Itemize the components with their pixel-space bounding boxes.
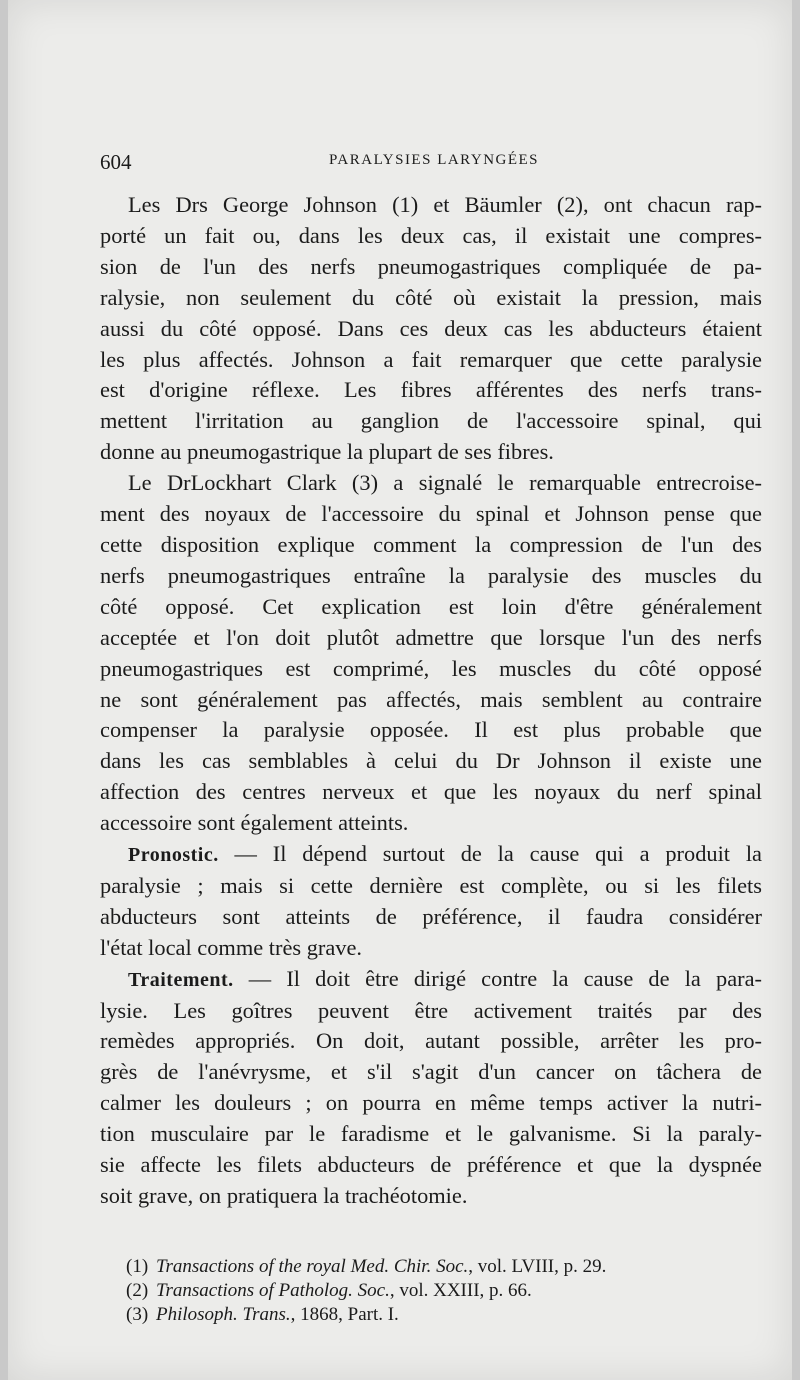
- paragraph: [100, 468, 762, 839]
- running-title: PARALYSIES LARYNGÉES: [328, 152, 540, 168]
- text-line: porté un fait ou, dans les deux cas, il existait une compres-: [100, 222, 762, 248]
- footnote-number: (2): [126, 1280, 149, 1301]
- footnote-title: Philosoph. Trans.: [156, 1304, 291, 1325]
- text-line: cette disposition explique comment la compression de l'un des: [100, 531, 762, 557]
- footnote: [126, 1279, 746, 1303]
- text-line: aussi du côté opposé. Dans ces deux cas les abducteurs étaient: [100, 315, 762, 341]
- footnote-title: Transactions of Patholog. Soc.: [156, 1280, 390, 1301]
- text-line: remèdes appropriés. On doit, autant possible, arrêter les pro-: [100, 1028, 762, 1054]
- text-line: affection des centres nerveux et que les noyaux du nerf spinal: [100, 779, 762, 805]
- text-line: l'état local comme très grave.: [100, 934, 363, 960]
- body-text: [100, 190, 762, 1212]
- text-line: ment des noyaux de l'accessoire du spinal et Johnson pense que: [100, 501, 762, 527]
- text-line: [100, 964, 762, 996]
- text-line: mettent l'irritation au ganglion de l'accessoire spinal, qui: [100, 408, 762, 434]
- paragraph: [100, 190, 762, 468]
- page-number: 604: [100, 150, 132, 174]
- text-line: nerfs pneumogastriques entraîne la paralysie des muscles du: [100, 562, 762, 588]
- text-line: compenser la paralysie opposée. Il est plus probable que: [100, 717, 762, 743]
- text-line: Le DrLockhart Clark (3) a signalé le remarquable entrecroise-: [128, 470, 762, 496]
- footnote-reference: , 1868, Part. I.: [290, 1304, 399, 1325]
- page-header: [100, 150, 768, 174]
- text-line-rest: — Il dépend surtout de la cause qui a produit la: [218, 841, 762, 867]
- text-line: côté opposé. Cet explication est loin d'être généralement: [100, 593, 762, 619]
- text-line: sion de l'un des nerfs pneumogastriques compliquée de pa-: [100, 253, 762, 279]
- text-line: accessoire sont également atteints.: [100, 810, 409, 836]
- footnote: [126, 1303, 746, 1327]
- text-line: acceptée et l'on doit plutôt admettre que lorsque l'un des nerfs: [100, 624, 762, 650]
- text-line: [100, 839, 762, 871]
- footnotes: [126, 1255, 746, 1327]
- text-line: est d'origine réflexe. Les fibres afférentes des nerfs trans-: [100, 377, 762, 403]
- text-line: ne sont généralement pas affectés, mais semblent au contraire: [100, 686, 762, 712]
- text-line: calmer les douleurs ; on pourra en même temps activer la nutri-: [100, 1090, 762, 1116]
- footnote-title: Transactions of the royal Med. Chir. Soc.: [156, 1256, 469, 1277]
- footnote-number: (1): [126, 1256, 149, 1277]
- section-lead: Traitement.: [128, 968, 234, 991]
- footnote-reference: , vol. XXIII, p. 66.: [389, 1280, 532, 1301]
- text-line: sie affecte les filets abducteurs de préférence et que la dyspnée: [100, 1152, 762, 1178]
- book-page: [8, 0, 792, 1380]
- text-line: paralysie ; mais si cette dernière est complète, ou si les filets: [100, 872, 762, 898]
- text-line: Les Drs George Johnson (1) et Bäumler (2), ont chacun rap-: [128, 192, 762, 217]
- text-line: pneumogastriques est comprimé, les muscles du côté opposé: [100, 655, 762, 681]
- footnote: [126, 1255, 746, 1279]
- paragraph: [100, 964, 762, 1212]
- text-line: donne au pneumogastrique la plupart de ses fibres.: [100, 439, 554, 465]
- footnote-number: (3): [126, 1304, 149, 1325]
- text-line: abducteurs sont atteints de préférence, il faudra considérer: [100, 903, 762, 929]
- text-line: grès de l'anévrysme, et s'il s'agit d'un cancer on tâchera de: [100, 1059, 762, 1085]
- text-line: soit grave, on pratiquera la trachéotomie.: [100, 1183, 468, 1208]
- paragraph: [100, 839, 762, 964]
- text-line-rest: — Il doit être dirigé contre la cause de la para-: [233, 965, 762, 991]
- text-line: lysie. Les goîtres peuvent être activement traités par des: [100, 997, 762, 1023]
- text-line: tion musculaire par le faradisme et le galvanisme. Si la paraly-: [100, 1121, 762, 1147]
- text-line: ralysie, non seulement du côté où existait la pression, mais: [100, 284, 762, 310]
- section-lead: Pronostic.: [128, 844, 219, 867]
- text-line: les plus affectés. Johnson a fait remarquer que cette paralysie: [100, 346, 762, 372]
- text-line: dans les cas semblables à celui du Dr Johnson il existe une: [100, 748, 762, 774]
- footnote-reference: , vol. LVIII, p. 29.: [468, 1256, 607, 1277]
